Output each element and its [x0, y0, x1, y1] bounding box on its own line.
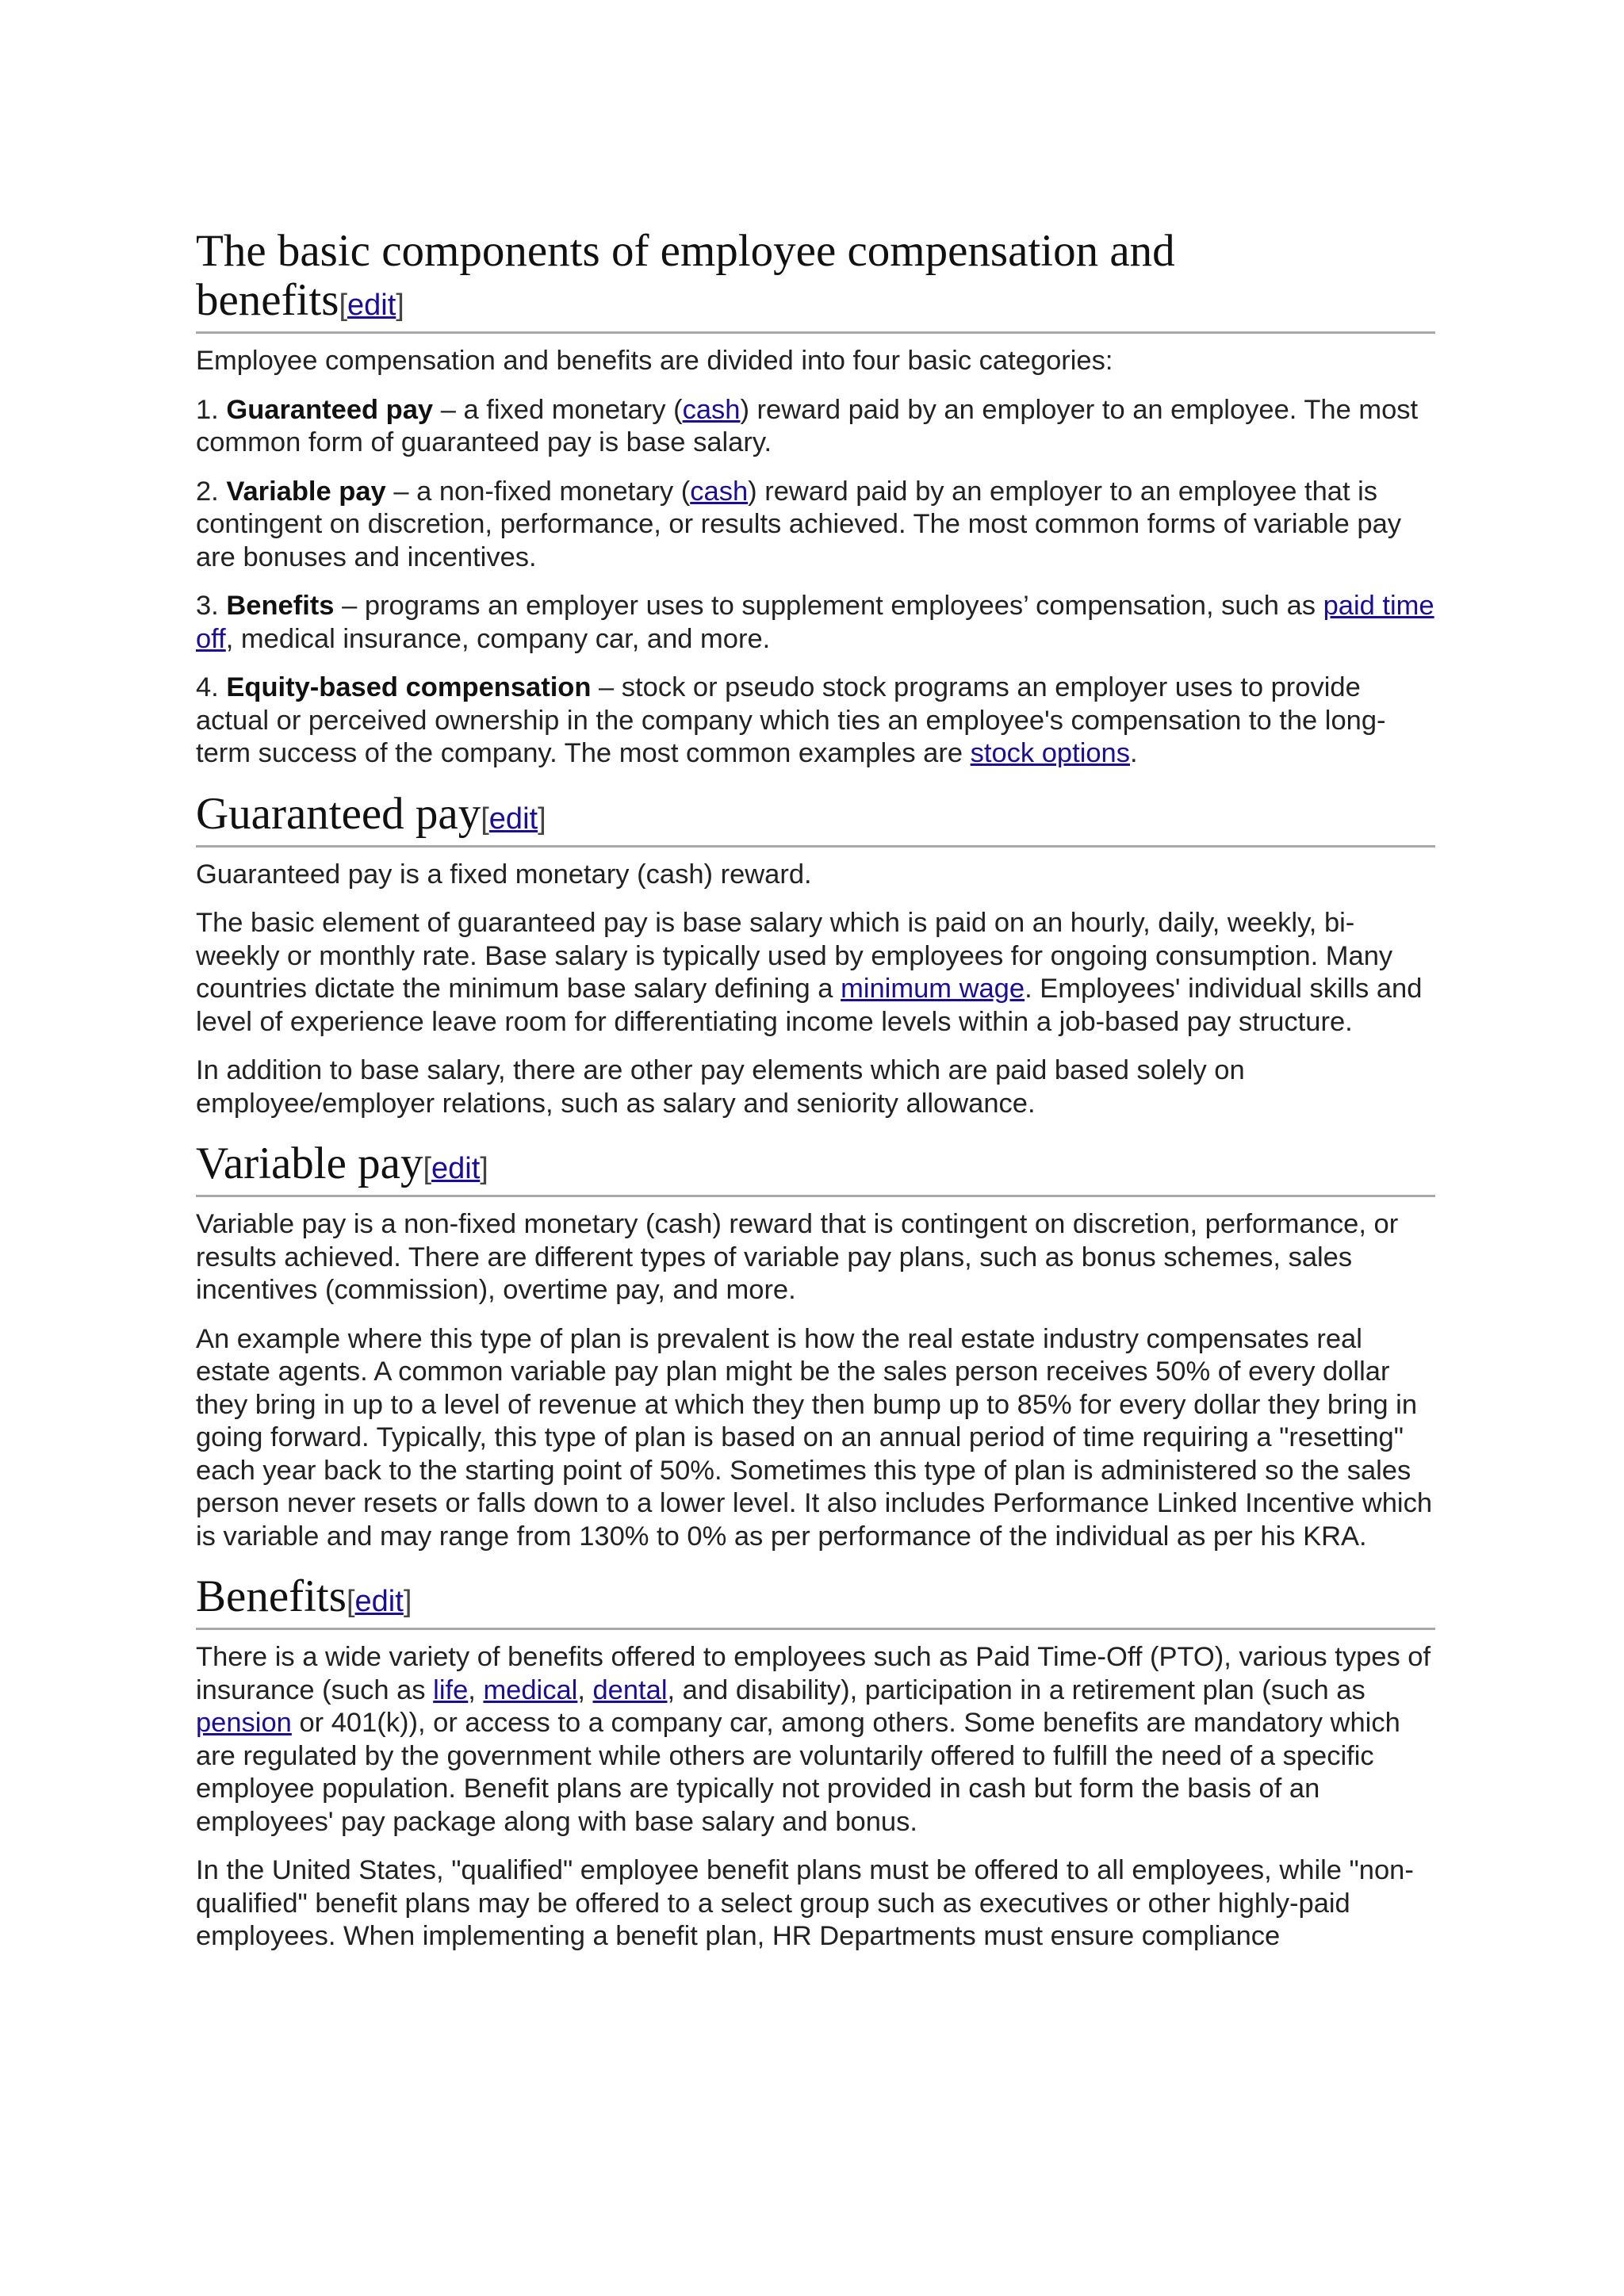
heading-text: The basic components of employee compensation and	[196, 226, 1175, 276]
paragraph: In the United States, "qualified" employee benefit plans must be offered to all employees, while "non-qualified" benefit plans may be offered to a select group such as executives or other highly-paid employees. When implementing a benefit plan, HR Departments must ensure compliance	[196, 1855, 1414, 1951]
item-number: 4.	[196, 672, 227, 702]
paragraph-text: There is a wide variety of benefits offered to employees such as Paid Time-Off (PTO), various types of insurance (such as	[196, 1642, 1431, 1705]
item-text: – a non-fixed monetary (	[385, 476, 691, 507]
item-text: .	[1129, 738, 1138, 768]
item-text: – stock or pseudo stock programs an employer uses to provide actual or perceived ownership in the company which ties an employee's compensation to the long-term success of the company. The most common examples are	[196, 672, 1386, 768]
list-item	[196, 672, 1435, 771]
paragraph-text: The basic element of guaranteed pay is base salary which is paid on an hourly, daily, weekly, bi-weekly or monthly rate. Base salary is typically used by employees for ongoing consumption. Many countries dictate the minimum base salary defining a	[196, 908, 1393, 1004]
dental-link[interactable]: dental	[592, 1674, 668, 1705]
heading-text: benefits	[196, 275, 339, 325]
life-link[interactable]: life	[433, 1674, 469, 1705]
paragraph: Variable pay is a non-fixed monetary (cash) reward that is contingent on discretion, performance, or results achieved. There are different types of variable pay plans, such as bonus schemes, sales incentives (commission), overtime pay, and more.	[196, 1209, 1399, 1305]
cash-link[interactable]: cash	[690, 476, 749, 507]
section-variable-pay	[196, 1139, 1435, 1553]
pension-link[interactable]: pension	[196, 1708, 292, 1738]
paid-time-off-link[interactable]: paid time off	[196, 591, 1434, 654]
section-heading	[196, 1139, 1435, 1197]
paragraph	[196, 907, 1435, 1039]
intro-paragraph: Employee compensation and benefits are divided into four basic categories:	[196, 346, 1113, 376]
item-text: , medical insurance, company car, and more.	[225, 623, 771, 654]
paragraph-text: . Employees' individual skills and level of experience leave room for differentiating income levels within a job-based pay structure.	[196, 974, 1423, 1037]
cash-link[interactable]: cash	[682, 394, 741, 425]
section-heading	[196, 790, 1435, 848]
edit-bracket: [edit]	[346, 1585, 412, 1618]
heading-text: Benefits	[196, 1571, 347, 1621]
list-item	[196, 590, 1435, 656]
separator: ,	[468, 1674, 484, 1705]
item-number: 3.	[196, 591, 227, 621]
section-guaranteed-pay	[196, 790, 1435, 1121]
edit-link[interactable]: edit	[347, 289, 396, 322]
medical-link[interactable]: medical	[483, 1674, 578, 1705]
edit-link[interactable]: edit	[431, 1152, 481, 1185]
edit-link[interactable]: edit	[488, 802, 538, 836]
paragraph: Guaranteed pay is a fixed monetary (cash) reward.	[196, 859, 812, 890]
item-number: 1.	[196, 394, 227, 425]
paragraph: An example where this type of plan is prevalent is how the real estate industry compensates real estate agents. A common variable pay plan might be the sales person receives 50% of every dollar they bring in up to a level of revenue at which they then bump up to 85% for every dollar they bring in going forward. Typically, this type of plan is based on an annual period of time requiring a "resetting" each year back to the starting point of 50%. Sometimes this type of plan is administered so the sales person never resets or falls down to a lower level. It also includes Performance Linked Incentive which is variable and may range from 130% to 0% as per performance of the individual as per his KRA.	[196, 1323, 1433, 1552]
list-item	[196, 394, 1435, 460]
separator: ,	[577, 1674, 593, 1705]
item-number: 2.	[196, 476, 227, 507]
item-text: – programs an employer uses to supplement employees’ compensation, such as	[334, 591, 1323, 621]
item-text: ) reward paid by an employer to an employee that is contingent on discretion, performance, or results achieved. The most common forms of variable pay are bonuses and incentives.	[196, 476, 1402, 572]
edit-bracket: [edit]	[481, 802, 546, 836]
stock-options-link[interactable]: stock options	[970, 738, 1130, 768]
item-term: Equity-based compensation	[226, 672, 592, 702]
paragraph-text: or 401(k)), or access to a company car, among others. Some benefits are mandatory which are regulated by the government while others are voluntarily offered to fulfill the need of a specific employee population. Benefit plans are typically not provided in cash but form the basis of an employees' pay package along with base salary and bonus.	[196, 1708, 1400, 1837]
paragraph	[196, 1641, 1435, 1839]
list-item	[196, 476, 1435, 575]
heading-text: Variable pay	[196, 1138, 423, 1188]
edit-link[interactable]: edit	[354, 1585, 404, 1618]
item-term: Variable pay	[226, 476, 386, 507]
minimum-wage-link[interactable]: minimum wage	[841, 974, 1025, 1004]
item-text: – a fixed monetary (	[433, 394, 683, 425]
heading-text: Guaranteed pay	[196, 788, 481, 839]
item-text: ) reward paid by an employer to an employee. The most common form of guaranteed pay is base salary.	[196, 394, 1419, 457]
edit-bracket: [edit]	[423, 1152, 488, 1185]
paragraph-text: , and disability), participation in a retirement plan (such as	[667, 1674, 1365, 1705]
section-heading	[196, 227, 1435, 334]
document-page	[196, 227, 1435, 1969]
section-basic-components	[196, 227, 1435, 771]
item-term: Benefits	[226, 591, 335, 621]
item-term: Guaranteed pay	[226, 394, 434, 425]
section-heading	[196, 1572, 1435, 1630]
section-benefits	[196, 1572, 1435, 1954]
paragraph: In addition to base salary, there are other pay elements which are paid based solely on employee/employer relations, such as salary and seniority allowance.	[196, 1055, 1245, 1119]
edit-bracket: [edit]	[339, 289, 404, 322]
